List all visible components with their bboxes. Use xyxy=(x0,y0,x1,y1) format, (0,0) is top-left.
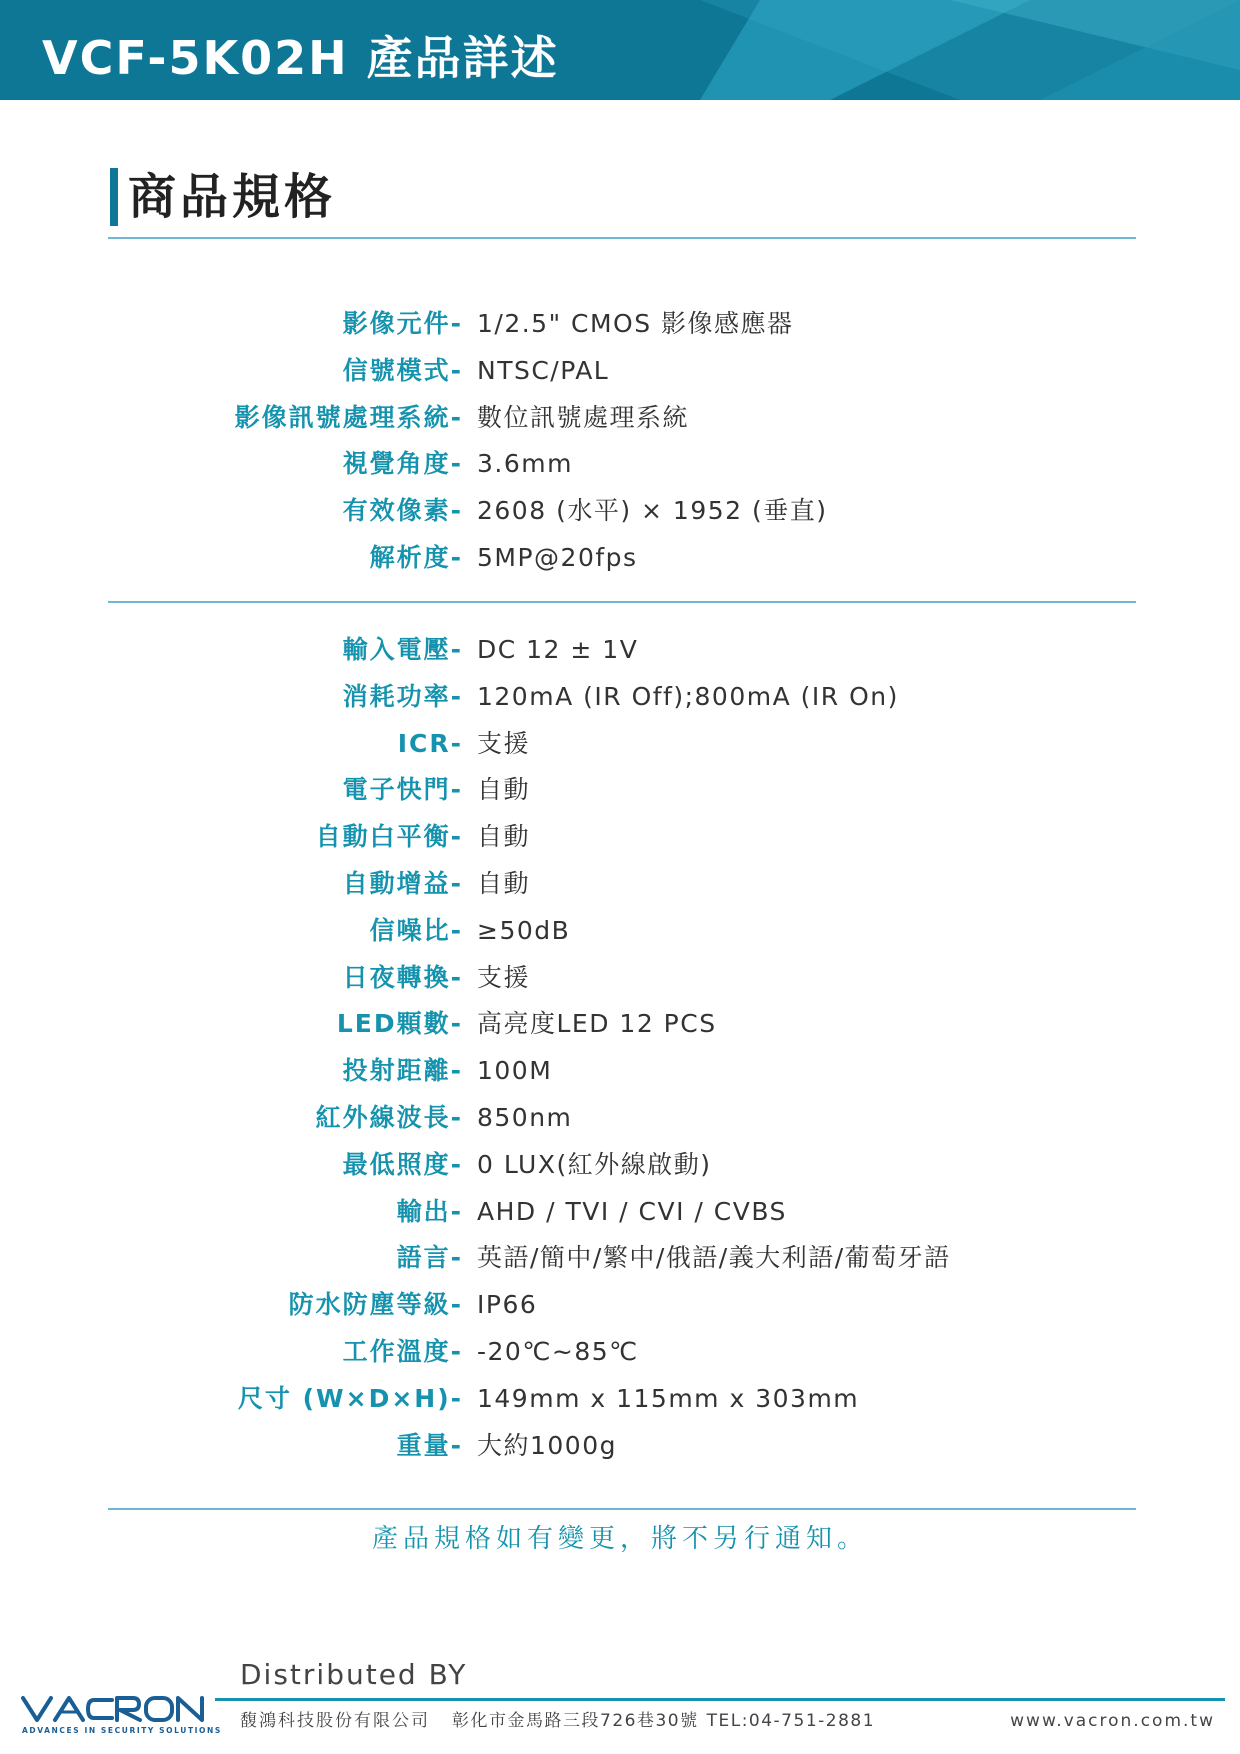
spec-value: 自動 xyxy=(477,775,531,805)
page-title: VCF-5K02H 產品詳述 xyxy=(42,31,559,85)
spec-value: 100M xyxy=(477,1056,553,1086)
spec-value: 數位訊號處理系統 xyxy=(477,402,690,432)
spec-group-electrical xyxy=(0,627,1240,1469)
spec-row xyxy=(0,1095,1240,1142)
spec-value: 自動 xyxy=(477,822,531,852)
spec-value: 英語/簡中/繁中/俄語/義大利語/葡萄牙語 xyxy=(477,1243,951,1273)
spec-label: 語言- xyxy=(396,1243,463,1273)
spec-row xyxy=(0,721,1240,768)
spec-value: 2608 (水平) × 1952 (垂直) xyxy=(477,496,828,526)
spec-label: 信噪比- xyxy=(369,915,463,945)
spec-row xyxy=(0,395,1240,442)
spec-value: 850nm xyxy=(477,1102,573,1132)
spec-value: 支援 xyxy=(477,962,531,992)
spec-value: NTSC/PAL xyxy=(477,355,610,385)
spec-row xyxy=(0,627,1240,674)
spec-value: 大約1000g xyxy=(477,1430,617,1460)
spec-row xyxy=(0,955,1240,1002)
spec-value: AHD / TVI / CVI / CVBS xyxy=(477,1196,787,1226)
company-phone: TEL:04-751-2881 xyxy=(706,1711,876,1731)
spec-row xyxy=(0,767,1240,814)
spec-row xyxy=(0,1282,1240,1329)
company-name: 馥鴻科技股份有限公司 xyxy=(240,1711,430,1731)
spec-value: 支援 xyxy=(477,728,531,758)
spec-row xyxy=(0,1142,1240,1189)
spec-value: -20℃~85℃ xyxy=(477,1336,639,1366)
spec-row xyxy=(0,1423,1240,1470)
spec-value: IP66 xyxy=(477,1290,538,1320)
spec-value: 自動 xyxy=(477,868,531,898)
spec-label: LED顆數- xyxy=(336,1009,463,1039)
logo-tagline: ADVANCES IN SECURITY SOLUTIONS xyxy=(22,1726,222,1735)
spec-row xyxy=(0,1048,1240,1095)
spec-value: 120mA (IR Off);800mA (IR On) xyxy=(477,681,899,711)
vacron-logo-mark xyxy=(20,1692,210,1726)
footer-divider xyxy=(215,1698,1225,1701)
spec-label: 重量- xyxy=(396,1430,463,1460)
spec-row xyxy=(0,1001,1240,1048)
spec-label: 防水防塵等級- xyxy=(288,1290,463,1320)
company-address: 彰化市金馬路三段726巷30號 xyxy=(452,1711,699,1731)
section-title: 商品規格 xyxy=(110,168,336,226)
spec-label: 影像訊號處理系統- xyxy=(234,402,463,432)
spec-value: 3.6mm xyxy=(477,449,573,479)
spec-label: 影像元件- xyxy=(342,309,463,338)
spec-label: 紅外線波長- xyxy=(315,1102,463,1132)
spec-label: 輸入電壓- xyxy=(342,635,463,664)
spec-label: 最低照度- xyxy=(342,1149,463,1179)
spec-group-imaging xyxy=(0,301,1240,582)
spec-label: 投射距離- xyxy=(342,1056,463,1086)
spec-label: 解析度- xyxy=(369,542,463,572)
spec-row xyxy=(0,674,1240,721)
spec-value: DC 12 ± 1V xyxy=(477,635,639,664)
spec-label: 消耗功率- xyxy=(342,681,463,711)
spec-label: 自動白平衡- xyxy=(315,822,463,852)
spec-row xyxy=(0,441,1240,488)
divider xyxy=(108,601,1136,603)
spec-label: 輸出- xyxy=(396,1196,463,1226)
spec-value: ≥50dB xyxy=(477,915,571,945)
spec-change-notice: 產品規格如有變更，將不另行通知。 xyxy=(371,1524,868,1554)
spec-label: 日夜轉換- xyxy=(342,962,463,992)
spec-row xyxy=(0,1189,1240,1236)
header-banner xyxy=(0,0,1240,100)
spec-row xyxy=(0,488,1240,535)
website-link[interactable]: www.vacron.com.tw xyxy=(1010,1711,1215,1731)
spec-row xyxy=(0,908,1240,955)
spec-row xyxy=(0,535,1240,582)
divider xyxy=(108,1508,1136,1510)
spec-row xyxy=(0,1329,1240,1376)
spec-value: 5MP@20fps xyxy=(477,542,638,572)
spec-row xyxy=(0,348,1240,395)
spec-label: 尺寸 (W×D×H)- xyxy=(237,1383,463,1413)
spec-label: 自動增益- xyxy=(342,868,463,898)
footer-contact xyxy=(240,1706,1215,1736)
spec-value: 高亮度LED 12 PCS xyxy=(477,1009,717,1039)
spec-label: 視覺角度- xyxy=(342,449,463,479)
distributed-by-label: Distributed BY xyxy=(240,1658,468,1691)
spec-label: ICR- xyxy=(397,728,463,758)
spec-row xyxy=(0,301,1240,348)
spec-row xyxy=(0,1235,1240,1282)
spec-row xyxy=(0,814,1240,861)
spec-row xyxy=(0,861,1240,908)
spec-value: 149mm x 115mm x 303mm xyxy=(477,1383,860,1413)
spec-label: 有效像素- xyxy=(342,496,463,526)
vacron-logo xyxy=(20,1692,222,1738)
divider xyxy=(108,237,1136,239)
spec-label: 電子快門- xyxy=(342,775,463,805)
spec-label: 信號模式- xyxy=(342,355,463,385)
spec-row xyxy=(0,1376,1240,1423)
spec-value: 0 LUX(紅外線啟動) xyxy=(477,1149,712,1179)
spec-value: 1/2.5" CMOS 影像感應器 xyxy=(477,309,794,338)
spec-label: 工作溫度- xyxy=(342,1336,463,1366)
